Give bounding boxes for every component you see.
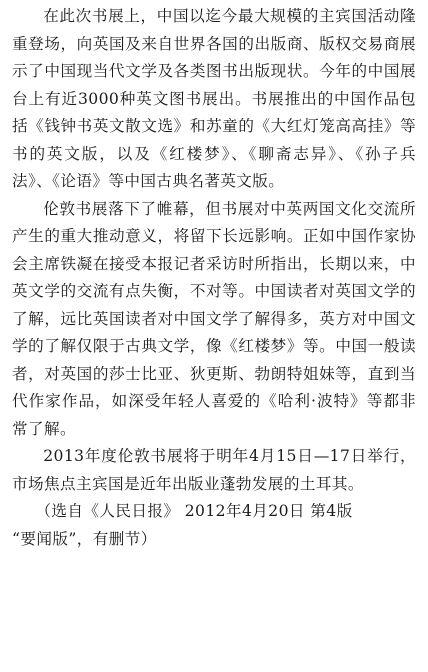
paragraph-1: 在此次书展上，中国以迄今最大规模的主宾国活动隆重登场，向英国及来自世界各国的出版商、版权交易商展示了中国现当代文学及各类图书出版现状。今年的中国展台上有近3000种英文图书展出。书展推出的中国作品包括《钱钟书英文散文选》和苏童的《大红灯笼高高挂》等书的英文版，以及《红楼梦》、《聊斋志异》、《孙子兵法》、《论语》等中国古典名著英文版。 bbox=[12, 7, 416, 190]
paragraph-2: 伦敦书展落下了帷幕，但书展对中英两国文化交流所产生的重大推动意义，将留下长远影响。正如中国作家协会主席铁凝在接受本报记者采访时所指出，长期以来，中英文学的交流有点失衡，不对等。中国读者对英国文学的了解，远比英国读者对中国文学了解得多，英方对中国文学的了解仅限于古典文学，像《红楼梦》等。中国一般读者，对英国的莎士比亚、狄更斯、勃朗特姐妹等，直到当代作家作品，如深受年轻人喜爱的《哈利·波特》等都非常了解。 bbox=[12, 199, 416, 438]
source-note: （选自《人民日报》 2012年4月20日 第4版 “要闻版”，有删节） bbox=[12, 502, 353, 548]
paragraph-3: 2013年度伦敦书展将于明年4月15日—17日举行，市场焦点主宾国是近年出版业蓬勃发展的土耳其。 bbox=[12, 447, 416, 493]
